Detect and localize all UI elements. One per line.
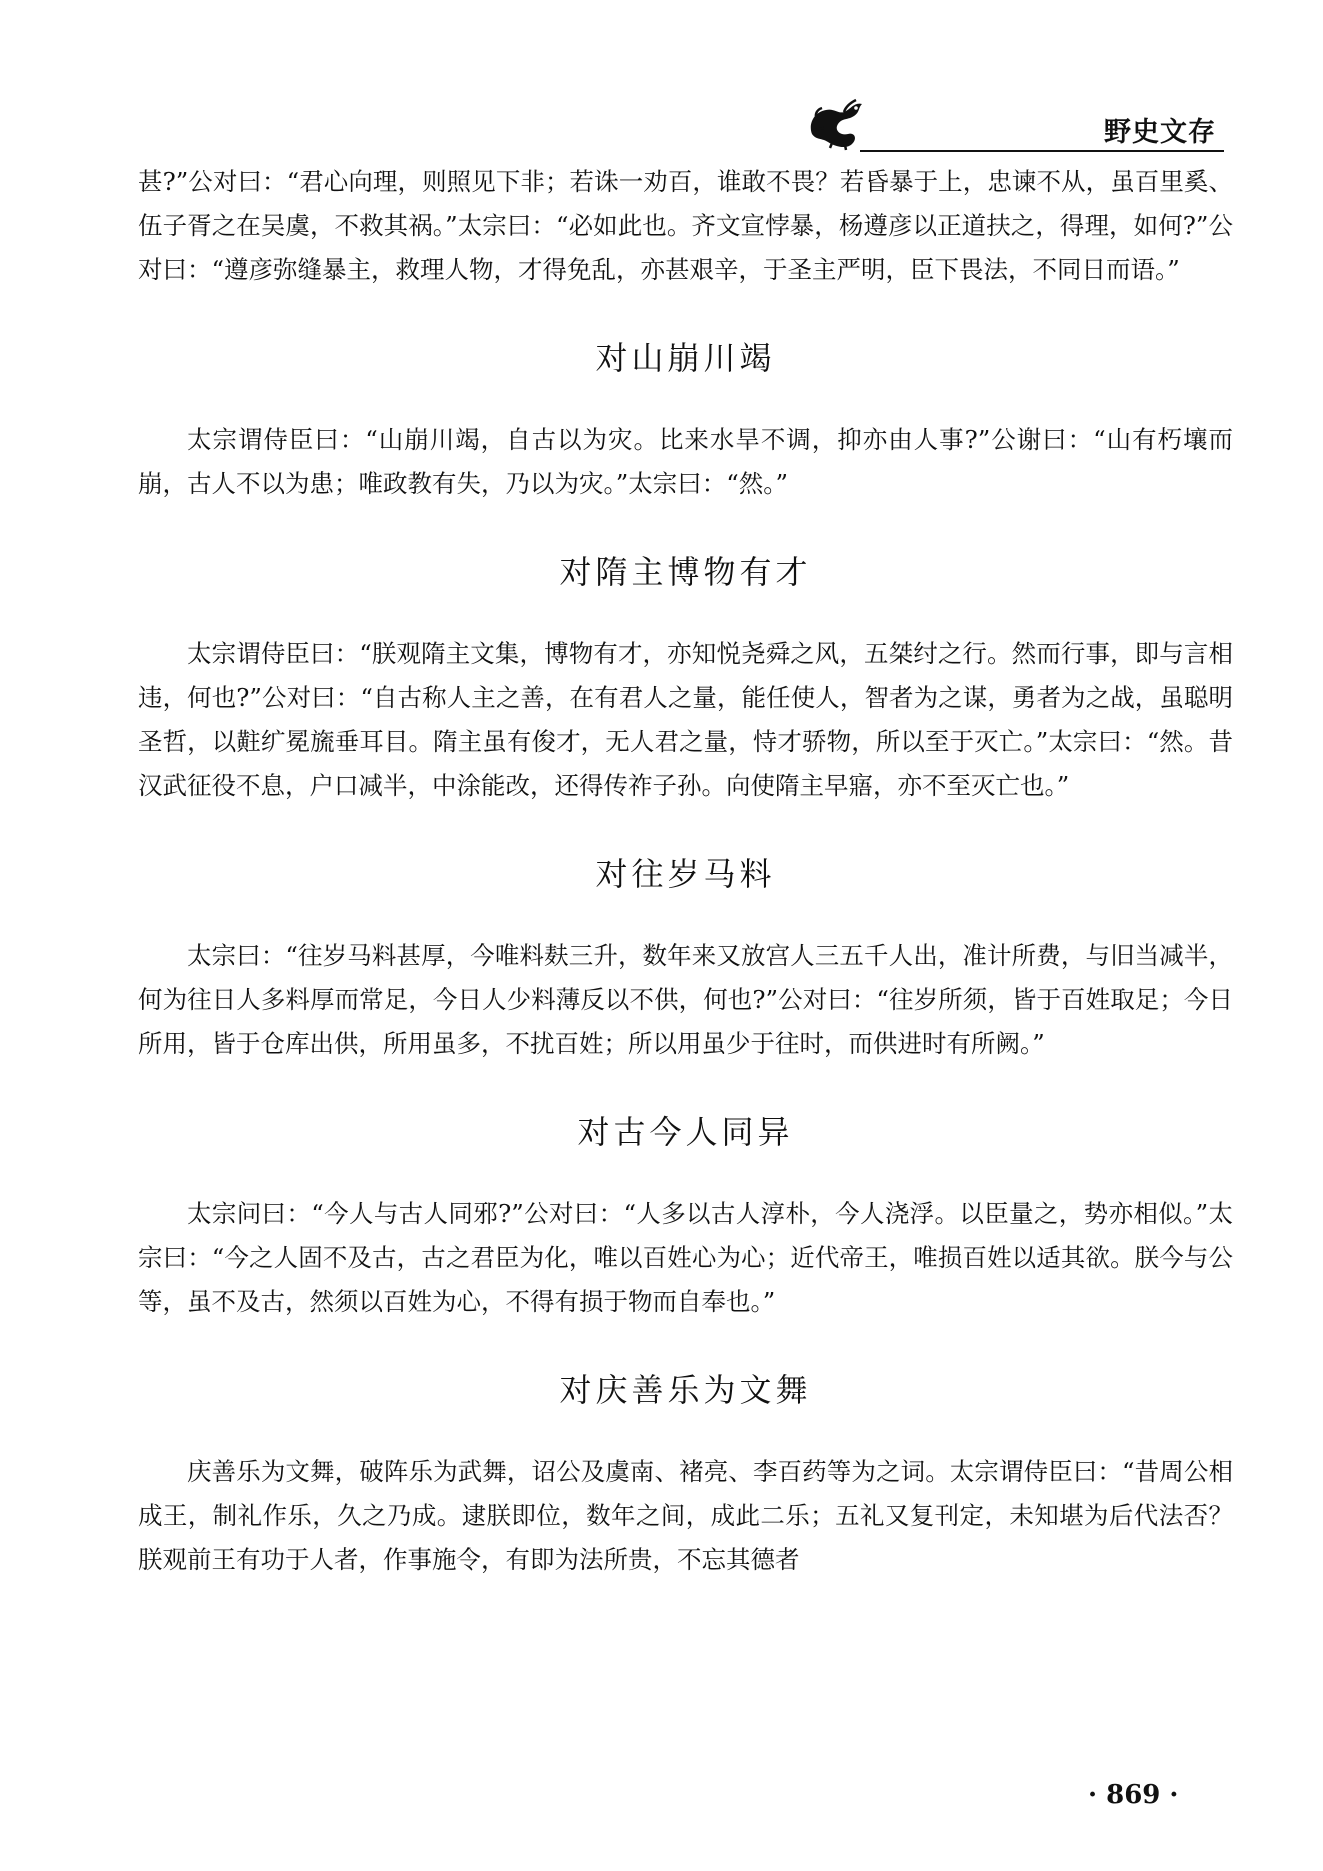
section-title: 对山崩川竭 — [595, 339, 776, 377]
section-title: 对庆善乐为文舞 — [559, 1371, 812, 1409]
dragon-logo-icon — [804, 94, 868, 152]
section-shan-beng-chuan-jie — [138, 338, 1233, 506]
paragraph: 太宗谓侍臣曰：“山崩川竭，自古以为灾。比来水旱不调，抑亦由人事?”公谢曰：“山有朽壤而崩，古人不以为患；唯政教有失，乃以为灾。”太宗曰：“然。” — [138, 425, 1233, 498]
section-continuation — [138, 160, 1233, 292]
header-rule — [860, 150, 1224, 152]
page-header — [804, 92, 1224, 152]
book-title: 野史文存 — [1104, 117, 1216, 148]
section-title: 对隋主博物有才 — [559, 553, 812, 591]
paragraph: 太宗曰：“往岁马料甚厚，今唯料麸三升，数年来又放宫人三五千人出，准计所费，与旧当减半，何为往日人多料厚而常足，今日人少料薄反以不供，何也?”公对曰：“往岁所须，皆于百姓取足；今日所用，皆于仓库出供，所用虽多，不扰百姓；所以用虽少于往时，而供进时有所阙。” — [138, 941, 1233, 1058]
paragraph: 太宗问曰：“今人与古人同邪?”公对曰：“人多以古人淳朴，今人浇浮。以臣量之，势亦相似。”太宗曰：“今之人固不及古，古之君臣为化，唯以百姓心为心；近代帝王，唯损百姓以适其欲。朕今与公等，虽不及古，然须以百姓为心，不得有损于物而自奉也。” — [138, 1199, 1233, 1316]
section-title: 对往岁马料 — [595, 855, 776, 893]
section-wang-sui-ma-liao — [138, 854, 1233, 1066]
section-gu-jin-ren-tong-yi — [138, 1112, 1233, 1324]
paragraph: 甚?”公对曰：“君心向理，则照见下非；若诛一劝百，谁敢不畏？若昏暴于上，忠谏不从，虽百里奚、伍子胥之在吴虞，不救其祸。”太宗曰：“必如此也。齐文宣悖暴，杨遵彦以正道扶之，得理，如何?”公对曰：“遵彦弥缝暴主，救理人物，才得免乱，亦甚艰辛，于圣主严明，臣下畏法，不同日而语。” — [138, 167, 1233, 284]
section-title: 对古今人同异 — [577, 1113, 794, 1151]
section-sui-zhu-bo-wu — [138, 552, 1233, 808]
page-content — [138, 160, 1233, 1582]
paragraph: 太宗谓侍臣曰：“朕观隋主文集，博物有才，亦知悦尧舜之风，五桀纣之行。然而行事，即与言相违，何也?”公对曰：“自古称人主之善，在有君人之量，能任使人，智者为之谋，勇者为之战，虽聪明圣哲，以黈纩冕旒垂耳目。隋主虽有俊才，无人君之量，恃才骄物，所以至于灭亡。”太宗曰：“然。昔汉武征役不息，户口减半，中涂能改，还得传祚子孙。向使隋主早寤，亦不至灭亡也。” — [138, 639, 1233, 800]
page-number: · 869 · — [1088, 1780, 1179, 1810]
section-qing-shan-le — [138, 1370, 1233, 1582]
paragraph: 庆善乐为文舞，破阵乐为武舞，诏公及虞南、褚亮、李百药等为之词。太宗谓侍臣曰：“昔周公相成王，制礼作乐，久之乃成。逮朕即位，数年之间，成此二乐；五礼又复刊定，未知堪为后代法否？朕观前王有功于人者，作事施令，有即为法所贵，不忘其德者 — [138, 1457, 1233, 1574]
